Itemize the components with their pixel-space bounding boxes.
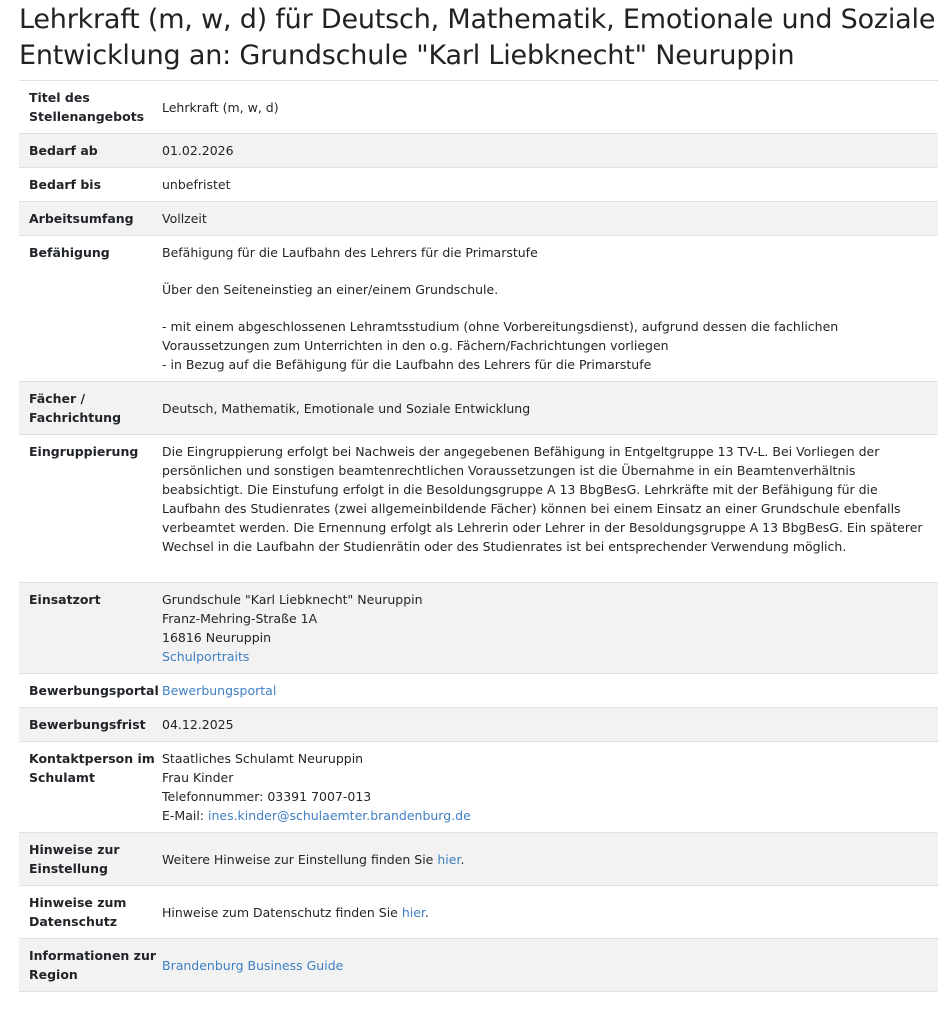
contact-person: Frau Kinder [162, 770, 234, 785]
row-value [162, 674, 938, 708]
schulportraits-link[interactable]: Schulportraits [162, 649, 250, 664]
schulamt-name: Staatliches Schulamt Neuruppin [162, 751, 364, 766]
hinweise-einstellung-text: Weitere Hinweise zur Einstellung finden Sie [162, 851, 438, 867]
voraussetzungen-paragraph [162, 317, 928, 374]
row-bewerbungsfrist [19, 708, 938, 742]
row-value [162, 742, 938, 833]
voraussetzung-item: - in Bezug auf die Befähigung für die Laufbahn des Lehrers für die Primarstufe [162, 357, 652, 372]
school-city: 16816 Neuruppin [162, 630, 272, 645]
row-bewerbungsportal [19, 674, 938, 708]
school-street: Franz-Mehring-Straße 1A [162, 611, 318, 626]
row-label: Bewerbungsportal [29, 683, 159, 698]
row-value: Vollzeit [162, 211, 207, 226]
hinweise-datenschutz-text: Hinweise zum Datenschutz finden Sie [162, 904, 402, 920]
datenschutz-hier-link[interactable]: hier [401, 904, 425, 920]
period: . [424, 904, 429, 920]
row-hinweise-datenschutz [19, 886, 938, 939]
row-value: unbefristet [162, 177, 231, 192]
row-value: Die Eingruppierung erfolgt bei Nachweis der angegebenen Befähigung in Entgeltgruppe 13 TV-L. Bei Vorliegen der persönlichen und sonstigen beamtenrechtlichen Voraussetzungen ist die Übernahme in ein Beamtenverhältnis beabsichtigt. Die Einstufung erfolgt in die Besoldungsgruppe A 13 BbgBesG. Lehrkräfte mit der Befähigung für die Laufbahn des Studienrates (zwei allgemeinbildende Fächer) können bei einem Einsatz an einer Grundschule ebenfalls verbeamtet werden. Die Ernennung erfolgt als Lehrerin oder Lehrer in der Besoldungsgruppe A 13 BbgBesG. Ein späterer Wechsel in die Laufbahn der Studienrätin oder des Studienrates ist bei entsprechender Verwendung möglich. [162, 444, 923, 554]
row-bedarf-ab [19, 134, 938, 168]
email-link[interactable]: ines.kinder@schulaemter.brandenburg.de [207, 808, 471, 823]
row-einsatzort [19, 583, 938, 674]
row-label: Kontaktperson im Schulamt [29, 751, 155, 785]
row-region [19, 939, 938, 992]
row-label: Einsatzort [29, 592, 101, 607]
row-bedarf-bis [19, 168, 938, 202]
row-label: Befähigung [29, 245, 110, 260]
row-kontakt [19, 742, 938, 833]
row-label: Bewerbungsfrist [29, 717, 146, 732]
row-value [162, 886, 938, 939]
row-value [162, 833, 938, 886]
row-value [162, 583, 938, 674]
row-arbeitsumfang [19, 202, 938, 236]
school-name: Grundschule "Karl Liebknecht" Neuruppin [162, 592, 423, 607]
row-befaehigung [19, 236, 938, 382]
row-value: Lehrkraft (m, w, d) [162, 99, 279, 115]
page-title: Lehrkraft (m, w, d) für Deutsch, Mathematik, Emotionale und Soziale Entwicklung an: Grundschule "Karl Liebknecht" Neuruppin [19, 4, 936, 71]
row-label: Fächer / Fachrichtung [29, 391, 122, 425]
row-label: Titel des Stellenangebots [29, 90, 145, 124]
row-label: Bedarf bis [29, 177, 102, 192]
row-titel [19, 81, 938, 134]
email-prefix: E-Mail: [162, 808, 208, 823]
row-label: Arbeitsumfang [29, 211, 134, 226]
row-eingruppierung [19, 435, 938, 583]
voraussetzung-item: - mit einem abgeschlossenen Lehramtsstudium (ohne Vorbereitungsdienst), aufgrund dessen die fachlichen Voraussetzungen zum Unterrichten in den o.g. Fächern/Fachrichtungen vorliegen [162, 319, 839, 353]
row-value [162, 939, 938, 992]
befaehigung-paragraph: Befähigung für die Laufbahn des Lehrers für die Primarstufe [162, 245, 538, 260]
job-details-table [19, 80, 938, 992]
row-hinweise-einstellung [19, 833, 938, 886]
row-value: Deutsch, Mathematik, Emotionale und Soziale Entwicklung [162, 400, 531, 416]
row-faecher [19, 382, 938, 435]
row-label: Bedarf ab [29, 143, 98, 158]
row-label: Hinweise zum Datenschutz [29, 895, 127, 929]
row-label: Hinweise zur Einstellung [29, 842, 120, 876]
contact-email-line [162, 806, 928, 825]
bewerbungsportal-link[interactable]: Bewerbungsportal [162, 683, 277, 698]
business-guide-link[interactable]: Brandenburg Business Guide [162, 957, 344, 973]
row-value [162, 236, 938, 382]
seiteneinstieg-paragraph: Über den Seiteneinstieg an einer/einem Grundschule. [162, 282, 499, 297]
row-label: Eingruppierung [29, 444, 139, 459]
row-value: 01.02.2026 [162, 143, 234, 158]
contact-phone: Telefonnummer: 03391 7007-013 [162, 789, 372, 804]
row-value: 04.12.2025 [162, 717, 234, 732]
einstellung-hier-link[interactable]: hier [437, 851, 461, 867]
row-label: Informationen zur Region [29, 948, 157, 982]
period: . [460, 851, 465, 867]
